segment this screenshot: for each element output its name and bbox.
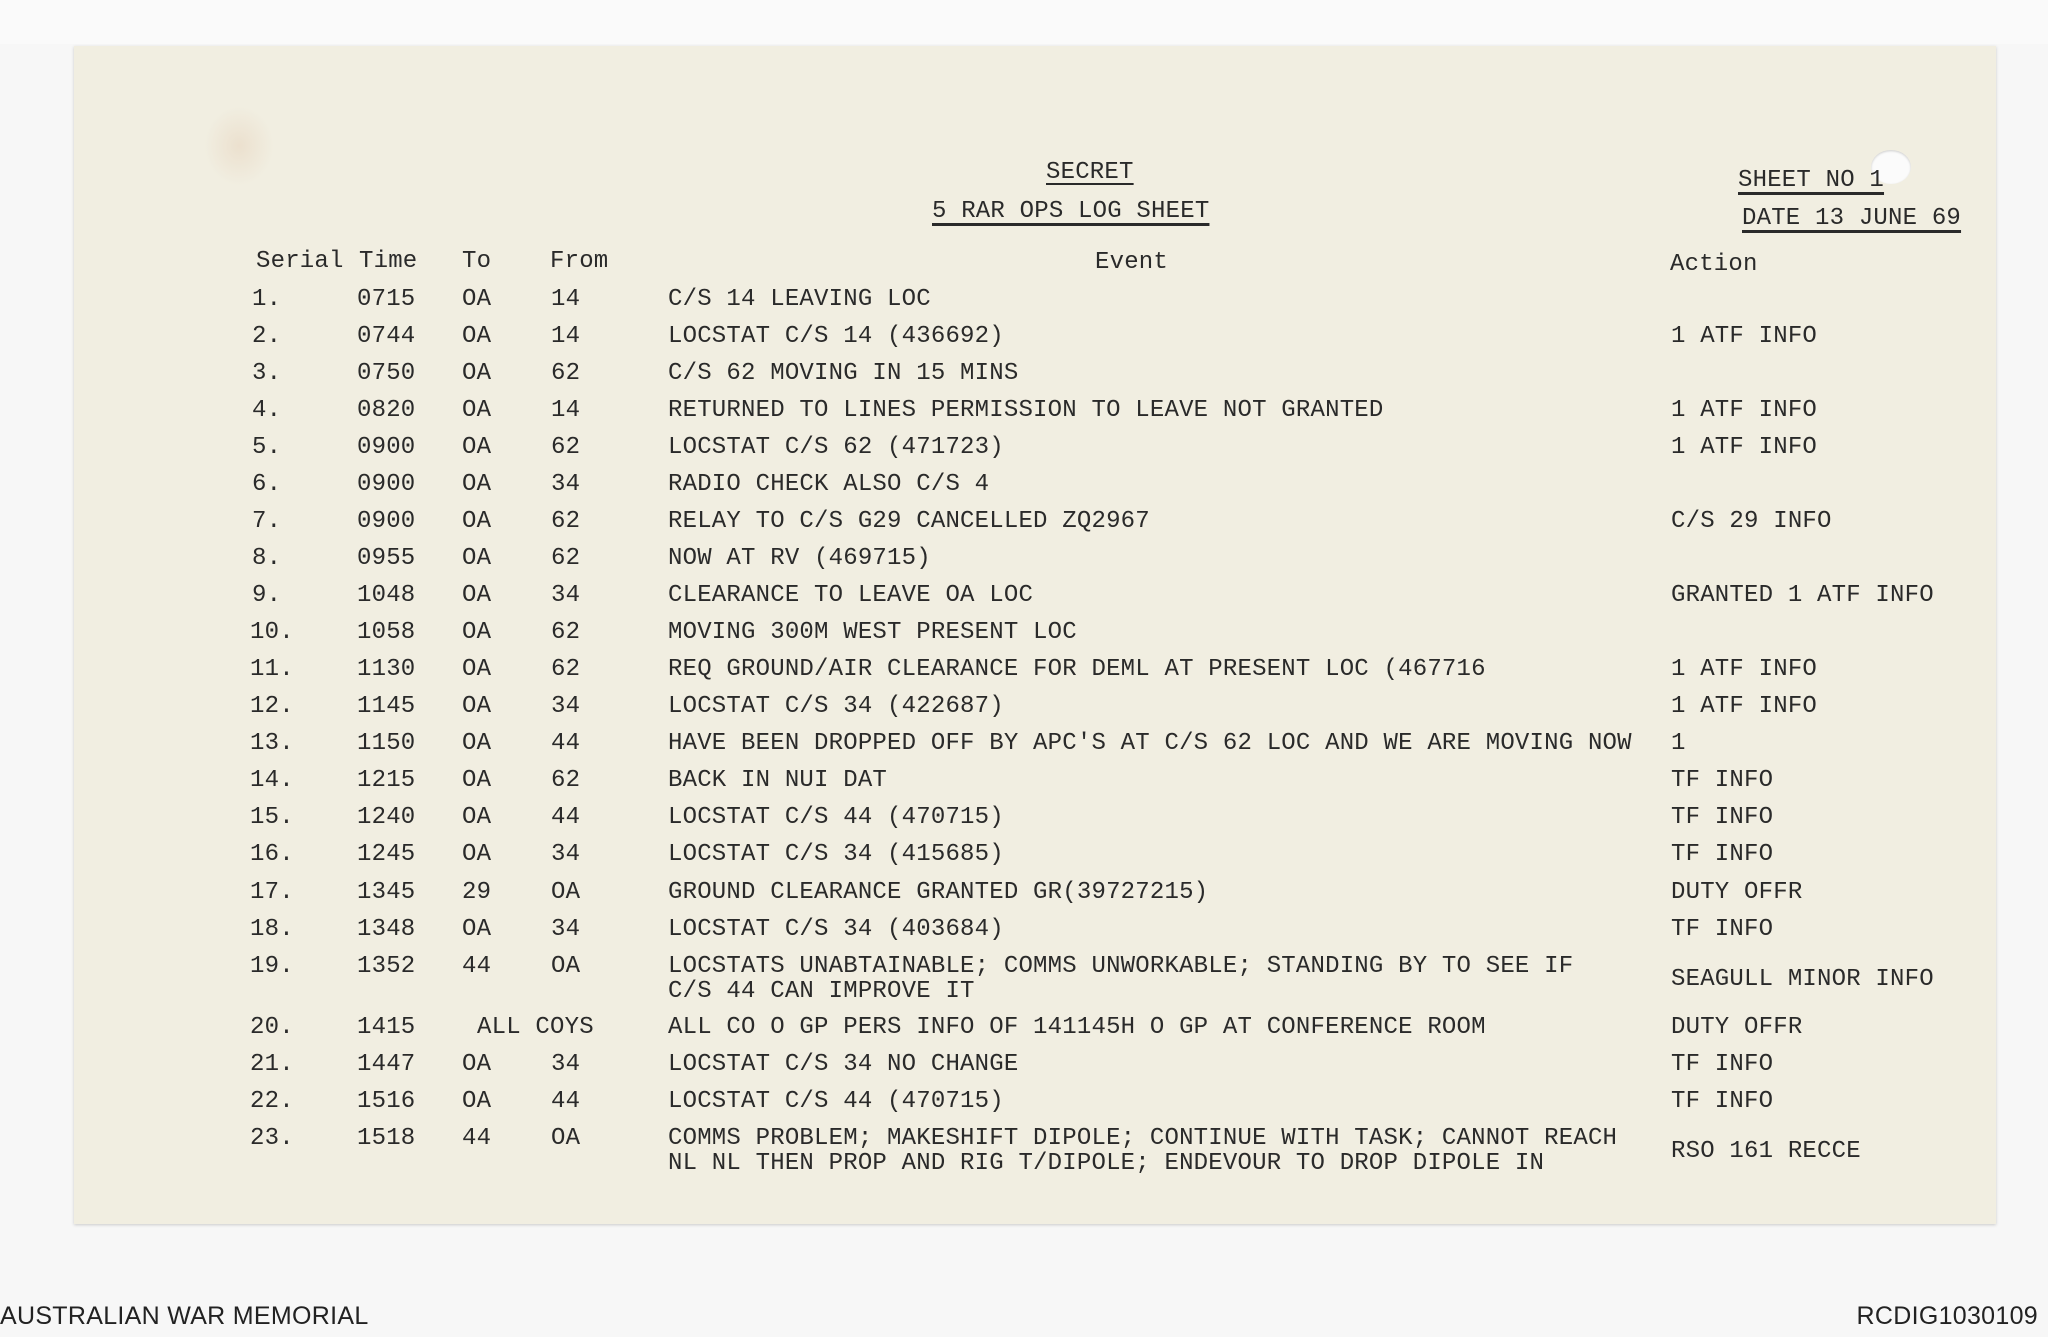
event-cell: RELAY TO C/S G29 CANCELLED ZQ2967 — [668, 508, 1150, 535]
event-cell: LOCSTAT C/S 44 (470715) — [668, 1088, 1004, 1115]
serial-cell: 10. — [250, 619, 294, 646]
time-cell: 1150 — [357, 730, 416, 757]
from-cell: OA — [551, 879, 581, 906]
action-cell: TF INFO — [1671, 916, 1774, 943]
action-cell: TF INFO — [1671, 767, 1774, 794]
action-cell: 1 ATF INFO — [1671, 656, 1818, 683]
time-cell: 0900 — [357, 508, 416, 535]
to-cell: OA — [462, 1088, 492, 1115]
to-cell: 44 — [462, 953, 492, 980]
event-cell: GROUND CLEARANCE GRANTED GR(39727215) — [668, 879, 1209, 906]
event-cell: REQ GROUND/AIR CLEARANCE FOR DEML AT PRESENT LOC (467716 — [668, 656, 1486, 683]
top-band — [0, 0, 2048, 44]
to-cell: OA — [462, 656, 492, 683]
to-cell: OA — [462, 508, 492, 535]
from-cell: OA — [551, 1125, 581, 1152]
serial-cell: 5. — [252, 434, 282, 461]
event-cell: C/S 14 LEAVING LOC — [668, 286, 931, 313]
to-cell: OA — [462, 360, 492, 387]
time-cell: 0900 — [357, 471, 416, 498]
event-cell: C/S 62 MOVING IN 15 MINS — [668, 360, 1019, 387]
time-cell: 1345 — [357, 879, 416, 906]
action-cell: GRANTED 1 ATF INFO — [1671, 582, 1934, 609]
serial-cell: 23. — [250, 1125, 294, 1152]
action-cell: TF INFO — [1671, 841, 1774, 868]
serial-cell: 16. — [250, 841, 294, 868]
serial-cell: 13. — [250, 730, 294, 757]
event-cell: LOCSTAT C/S 34 (422687) — [668, 693, 1004, 720]
time-cell: 1348 — [357, 916, 416, 943]
time-cell: 1245 — [357, 841, 416, 868]
event-cell-continued: C/S 44 CAN IMPROVE IT — [668, 978, 975, 1005]
to-cell: 29 — [462, 879, 492, 906]
from-cell: 62 — [551, 656, 581, 683]
serial-cell: 1. — [252, 286, 282, 313]
event-cell: LOCSTAT C/S 62 (471723) — [668, 434, 1004, 461]
to-cell: OA — [462, 730, 492, 757]
action-cell: RSO 161 RECCE — [1671, 1138, 1861, 1165]
time-cell: 1516 — [357, 1088, 416, 1115]
action-cell: TF INFO — [1671, 1051, 1774, 1078]
from-cell: 34 — [551, 1051, 581, 1078]
serial-cell: 14. — [250, 767, 294, 794]
to-cell: OA — [462, 323, 492, 350]
time-cell: 1048 — [357, 582, 416, 609]
event-cell: BACK IN NUI DAT — [668, 767, 888, 794]
serial-cell: 18. — [250, 916, 294, 943]
serial-cell: 19. — [250, 953, 294, 980]
time-cell: 1447 — [357, 1051, 416, 1078]
time-cell: 1130 — [357, 656, 416, 683]
sheet-date: DATE 13 JUNE 69 — [1742, 205, 1962, 232]
from-cell: 14 — [551, 286, 581, 313]
to-cell: OA — [462, 582, 492, 609]
time-cell: 1215 — [357, 767, 416, 794]
event-cell-continued: NL NL THEN PROP AND RIG T/DIPOLE; ENDEVOUR TO DROP DIPOLE IN — [668, 1150, 1545, 1177]
to-cell: ALL COYS — [477, 1014, 594, 1041]
time-cell: 1145 — [357, 693, 416, 720]
from-cell: 34 — [551, 471, 581, 498]
to-cell: OA — [462, 545, 492, 572]
time-cell: 1518 — [357, 1125, 416, 1152]
to-cell: OA — [462, 693, 492, 720]
event-cell: LOCSTAT C/S 34 NO CHANGE — [668, 1051, 1019, 1078]
event-cell: LOCSTAT C/S 14 (436692) — [668, 323, 1004, 350]
event-cell: COMMS PROBLEM; MAKESHIFT DIPOLE; CONTINUE WITH TASK; CANNOT REACH — [668, 1125, 1618, 1152]
time-cell: 0820 — [357, 397, 416, 424]
column-header-serial: Serial — [256, 248, 344, 275]
action-cell: C/S 29 INFO — [1671, 508, 1832, 535]
time-cell: 1058 — [357, 619, 416, 646]
from-cell: 44 — [551, 804, 581, 831]
footer-record-id: RCDIG1030109 — [1856, 1302, 2038, 1330]
from-cell: OA — [551, 953, 581, 980]
event-cell: LOCSTAT C/S 34 (403684) — [668, 916, 1004, 943]
from-cell: 62 — [551, 545, 581, 572]
to-cell: OA — [462, 471, 492, 498]
event-cell: HAVE BEEN DROPPED OFF BY APC'S AT C/S 62 LOC AND WE ARE MOVING NOW — [668, 730, 1632, 757]
log-sheet-title: 5 RAR OPS LOG SHEET — [932, 198, 1210, 225]
serial-cell: 11. — [250, 656, 294, 683]
from-cell: 34 — [551, 916, 581, 943]
event-cell: LOCSTATS UNABTAINABLE; COMMS UNWORKABLE; STANDING BY TO SEE IF — [668, 953, 1574, 980]
serial-cell: 20. — [250, 1014, 294, 1041]
serial-cell: 6. — [252, 471, 282, 498]
from-cell: 34 — [551, 693, 581, 720]
event-cell: RADIO CHECK ALSO C/S 4 — [668, 471, 990, 498]
time-cell: 0750 — [357, 360, 416, 387]
action-cell: 1 ATF INFO — [1671, 323, 1818, 350]
action-cell: DUTY OFFR — [1671, 1014, 1803, 1041]
action-cell: DUTY OFFR — [1671, 879, 1803, 906]
event-cell: RETURNED TO LINES PERMISSION TO LEAVE NOT GRANTED — [668, 397, 1384, 424]
event-cell: NOW AT RV (469715) — [668, 545, 931, 572]
from-cell: 62 — [551, 360, 581, 387]
event-cell: MOVING 300M WEST PRESENT LOC — [668, 619, 1077, 646]
time-cell: 1240 — [357, 804, 416, 831]
action-cell: TF INFO — [1671, 804, 1774, 831]
from-cell: 44 — [551, 1088, 581, 1115]
from-cell: 34 — [551, 582, 581, 609]
to-cell: OA — [462, 434, 492, 461]
event-cell: CLEARANCE TO LEAVE OA LOC — [668, 582, 1034, 609]
event-cell: ALL CO O GP PERS INFO OF 141145H O GP AT CONFERENCE ROOM — [668, 1014, 1486, 1041]
to-cell: OA — [462, 767, 492, 794]
action-cell: TF INFO — [1671, 1088, 1774, 1115]
time-cell: 1415 — [357, 1014, 416, 1041]
serial-cell: 12. — [250, 693, 294, 720]
event-cell: LOCSTAT C/S 44 (470715) — [668, 804, 1004, 831]
action-cell: 1 ATF INFO — [1671, 434, 1818, 461]
time-cell: 0955 — [357, 545, 416, 572]
time-cell: 0744 — [357, 323, 416, 350]
from-cell: 14 — [551, 323, 581, 350]
serial-cell: 2. — [252, 323, 282, 350]
serial-cell: 7. — [252, 508, 282, 535]
from-cell: 34 — [551, 841, 581, 868]
time-cell: 1352 — [357, 953, 416, 980]
action-cell: SEAGULL MINOR INFO — [1671, 966, 1934, 993]
from-cell: 44 — [551, 730, 581, 757]
paper-stain — [204, 106, 274, 186]
to-cell: OA — [462, 804, 492, 831]
action-cell: 1 ATF INFO — [1671, 693, 1818, 720]
column-header-from: From — [550, 248, 609, 275]
to-cell: OA — [462, 916, 492, 943]
column-header-time: Time — [359, 248, 418, 275]
serial-cell: 8. — [252, 545, 282, 572]
time-cell: 0715 — [357, 286, 416, 313]
classification-heading: SECRET — [1046, 159, 1134, 186]
column-header-action: Action — [1670, 251, 1758, 278]
action-cell: 1 — [1671, 730, 1686, 757]
serial-cell: 3. — [252, 360, 282, 387]
from-cell: 62 — [551, 508, 581, 535]
serial-cell: 9. — [252, 582, 282, 609]
to-cell: OA — [462, 397, 492, 424]
sheet-number: SHEET NO 1 — [1738, 167, 1885, 194]
to-cell: OA — [462, 619, 492, 646]
from-cell: 62 — [551, 619, 581, 646]
time-cell: 0900 — [357, 434, 416, 461]
column-header-to: To — [462, 248, 492, 275]
to-cell: OA — [462, 841, 492, 868]
to-cell: 44 — [462, 1125, 492, 1152]
serial-cell: 21. — [250, 1051, 294, 1078]
action-cell: 1 ATF INFO — [1671, 397, 1818, 424]
event-cell: LOCSTAT C/S 34 (415685) — [668, 841, 1004, 868]
serial-cell: 4. — [252, 397, 282, 424]
from-cell: 62 — [551, 434, 581, 461]
to-cell: OA — [462, 1051, 492, 1078]
from-cell: 62 — [551, 767, 581, 794]
to-cell: OA — [462, 286, 492, 313]
serial-cell: 17. — [250, 879, 294, 906]
from-cell: 14 — [551, 397, 581, 424]
column-header-event: Event — [1095, 249, 1169, 276]
serial-cell: 15. — [250, 804, 294, 831]
serial-cell: 22. — [250, 1088, 294, 1115]
footer-institution: AUSTRALIAN WAR MEMORIAL — [0, 1302, 369, 1330]
